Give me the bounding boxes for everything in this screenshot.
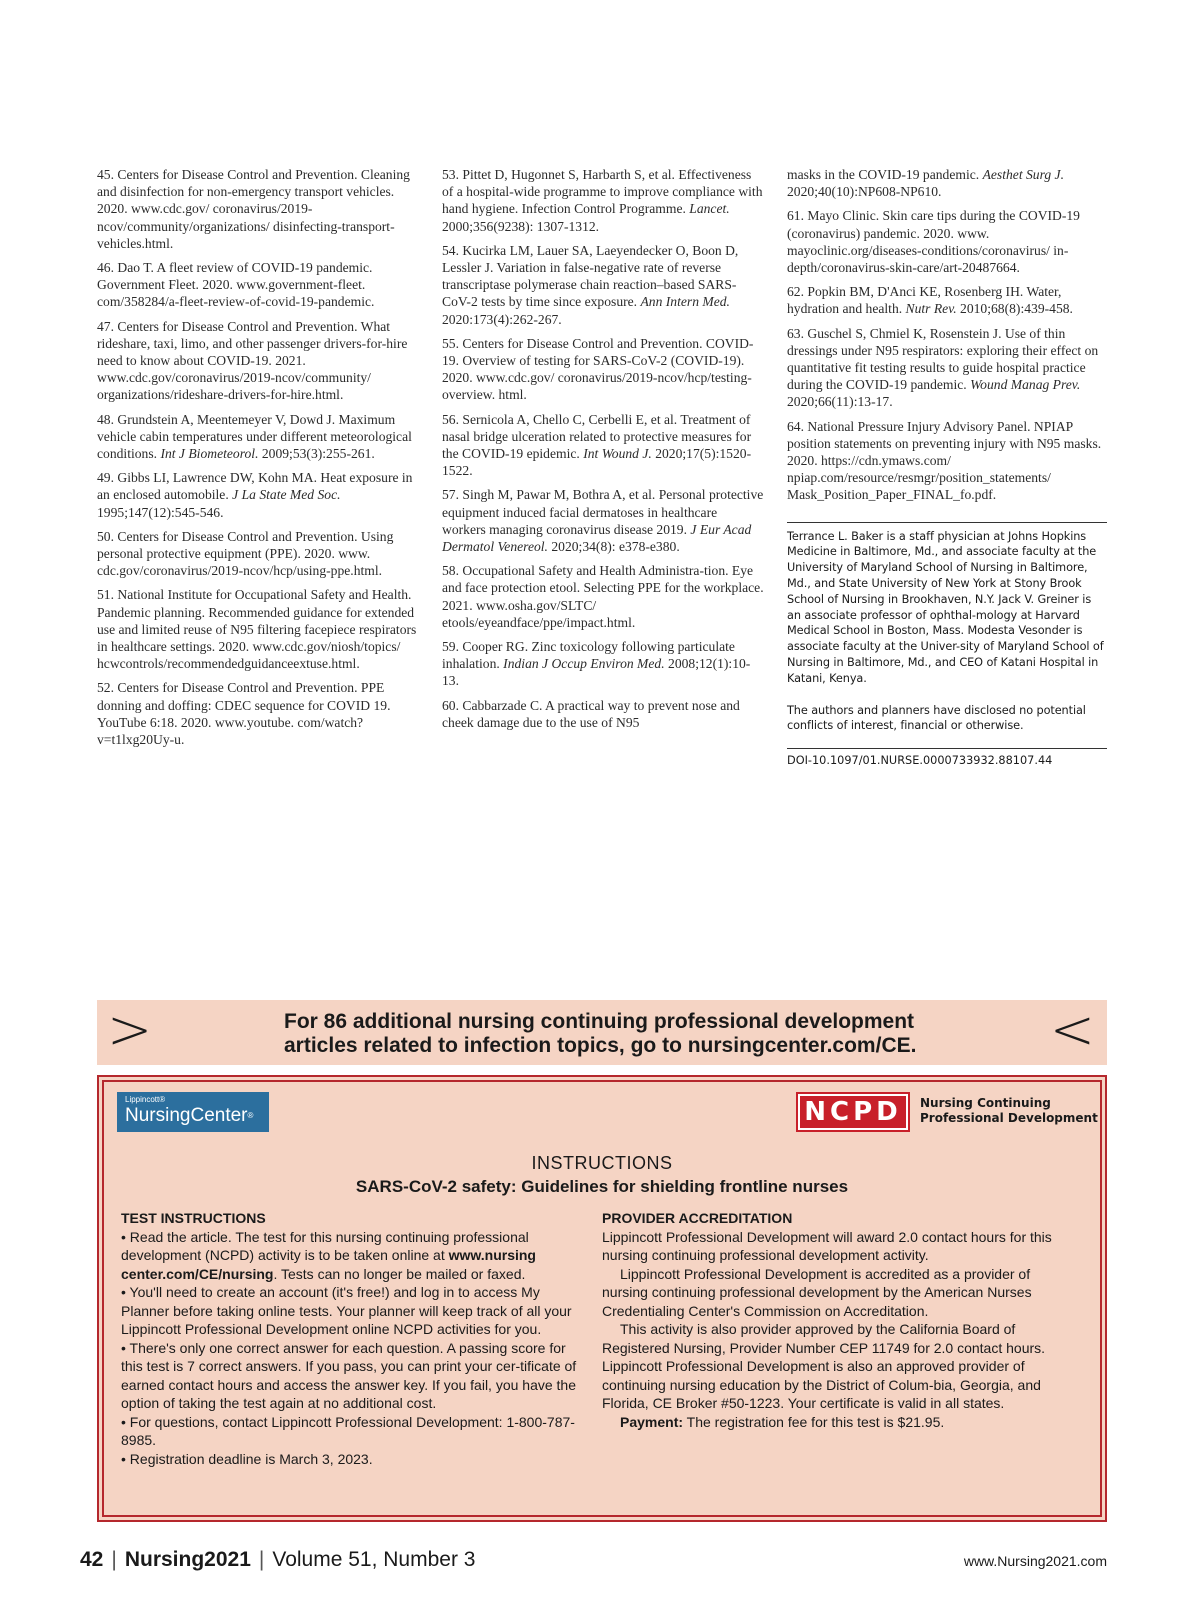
provider-accreditation-heading: PROVIDER ACCREDITATION bbox=[602, 1210, 793, 1226]
reference-journal: Int Wound J. bbox=[583, 446, 652, 462]
journal-name: Nursing2021 bbox=[124, 1548, 251, 1571]
reference-text: 47. Centers for Disease Control and Prevention. What rideshare, taxi, limo, and other passenger drivers-for-hire need to know about COVID-19. 2021. www.cdc.gov/coronavirus/2019-ncov/community/ organizations/rideshare-drivers-for-hire.html. bbox=[97, 318, 408, 403]
reference-item bbox=[787, 418, 1107, 504]
reference-item bbox=[97, 259, 419, 311]
promo-line-2: articles related to infection topics, go to nursingcenter.com/CE. bbox=[284, 1034, 917, 1057]
test-instructions-heading: TEST INSTRUCTIONS bbox=[121, 1210, 266, 1226]
promo-text bbox=[284, 1010, 916, 1058]
footer-folio bbox=[80, 1546, 475, 1574]
reference-journal: Int J Biometeorol. bbox=[160, 446, 259, 462]
payment-info bbox=[602, 1413, 1062, 1432]
instructions-heading: INSTRUCTIONS bbox=[531, 1153, 673, 1173]
reference-journal: Nutr Rev. bbox=[905, 301, 957, 317]
reference-text: 62. Popkin BM, D'Anci KE, Rosenberg IH. Water, hydration and health. bbox=[787, 284, 1062, 317]
logo-lippincott: Lippincott® bbox=[125, 1095, 166, 1104]
reference-text: 55. Centers for Disease Control and Prevention. COVID-19. Overview of testing for SARS-CoV-2 (COVID-19). 2020. www.cdc.gov/ coronavirus/2019-ncov/hcp/testing-overview. html. bbox=[442, 335, 754, 403]
reference-text: masks in the COVID-19 pandemic. bbox=[787, 167, 983, 182]
bio-divider bbox=[787, 522, 1107, 523]
test-bullet-2: • You'll need to create an account (it's free!) and log in to access My Planner before taking online tests. Your planner will keep track of all your Lippincott Professional Development online NCPD activities for you. bbox=[121, 1284, 572, 1337]
doi: DOI-10.1097/01.NURSE.0000733932.88107.44 bbox=[787, 754, 1053, 768]
chevron-right-icon: > bbox=[107, 998, 153, 1061]
reference-citation: 2008;12(1):10-13. bbox=[442, 656, 751, 689]
reference-item bbox=[442, 638, 764, 690]
ncpd-label-line-2: Professional Development bbox=[920, 1111, 1098, 1125]
reference-text: 61. Mayo Clinic. Skin care tips during the COVID-19 (coronavirus) pandemic. 2020. www. mayoclinic.org/diseases-conditions/coronavirus/ in-depth/coronavirus-skin-care/art-20487664. bbox=[787, 208, 1080, 276]
reference-text: 58. Occupational Safety and Health Administra-tion. Eye and face protection etool. Selecting PPE for the workplace. 2021. www.osha.gov/SLTC/ etools/eyeandface/ppe/impact.html. bbox=[442, 563, 764, 630]
test-bullet-5: • Registration deadline is March 3, 2023. bbox=[121, 1450, 373, 1467]
reference-item bbox=[442, 486, 764, 555]
logo-registered-mark: ® bbox=[247, 1111, 254, 1120]
reference-journal: Wound Manag Prev. bbox=[970, 377, 1081, 393]
reference-text: 52. Centers for Disease Control and Prevention. PPE donning and doffing: CDEC sequence for COVID 19. YouTube 6:18. 2020. www.youtube. com/watch?v=t1lxg20Uy-u. bbox=[97, 680, 391, 748]
logo-nursingcenter-text: NursingCenter bbox=[125, 1105, 248, 1126]
reference-text: 49. Gibbs LI, Lawrence DW, Kohn MA. Heat exposure in an enclosed automobile. bbox=[97, 470, 413, 503]
test-bullet-3: • There's only one correct answer for each question. A passing score for this test is 7 correct answers. If you pass, you can print your cer-tificate of earned contact hours and access the answer key. If you fail, you have the option of taking the test again at no additional cost. bbox=[121, 1339, 577, 1411]
references-column-1 bbox=[97, 166, 419, 755]
reference-text: 53. Pittet D, Hugonnet S, Harbarth S, et al. Effectiveness of a hospital-wide programme to improve compliance with hand hygiene. Infection Control Programme. bbox=[442, 167, 763, 217]
footer-separator: | bbox=[111, 1548, 117, 1571]
provider-paragraph-2: Lippincott Professional Development is accredited as a provider of nursing continuing professional development by the American Nurses Credentialing Center's Commission on Accreditation. bbox=[602, 1265, 1032, 1319]
payment-label: Payment: bbox=[620, 1413, 684, 1430]
provider-accreditation bbox=[602, 1209, 1062, 1431]
reference-citation: 2020;17(5):1520-1522. bbox=[442, 446, 752, 479]
payment-text: The registration fee for this test is $21.95. bbox=[683, 1413, 945, 1430]
reference-item bbox=[97, 469, 419, 521]
footer-separator: | bbox=[258, 1548, 265, 1571]
reference-item bbox=[442, 242, 764, 328]
reference-citation: 2000;356(9238): 1307-1312. bbox=[442, 218, 600, 234]
reference-citation: 2020;40(10):NP608-NP610. bbox=[787, 184, 942, 200]
reference-journal: Lancet. bbox=[689, 201, 730, 217]
reference-citation: 2020;34(8): e378-e380. bbox=[547, 539, 680, 555]
volume-number: Volume 51, Number 3 bbox=[272, 1548, 476, 1571]
test-instructions bbox=[121, 1209, 581, 1468]
doi-divider bbox=[787, 748, 1107, 749]
reference-text: 63. Guschel S, Chmiel K, Rosenstein J. Use of thin dressings under N95 respirators: exploring their effect on quantitative fit testing results to guide hospital practice during the COVID-19 pandemic. bbox=[787, 325, 1099, 393]
test-bullet-1-end: . Tests can no longer be mailed or faxed. bbox=[273, 1265, 526, 1282]
ncpd-badge: NCPD bbox=[796, 1092, 910, 1132]
footer-website[interactable]: www.Nursing2021.com bbox=[963, 1553, 1107, 1569]
test-bullet-1-text: • Read the article. The test for this nursing continuing professional development (NCPD) activity is to be taken online at bbox=[121, 1228, 529, 1263]
nursingcenter-logo bbox=[117, 1092, 269, 1132]
references-column-3 bbox=[787, 166, 1107, 768]
page-footer bbox=[80, 1546, 1107, 1576]
reference-citation: 2020;66(11):13-17. bbox=[787, 394, 893, 410]
reference-item bbox=[442, 411, 764, 480]
references-column-3-list bbox=[787, 166, 1107, 504]
reference-item bbox=[787, 283, 1107, 317]
promo-banner bbox=[97, 1000, 1107, 1065]
reference-item bbox=[442, 562, 764, 631]
reference-item bbox=[787, 166, 1107, 200]
reference-item bbox=[787, 325, 1107, 411]
ncpd-badge-label bbox=[920, 1096, 1098, 1126]
reference-item bbox=[97, 586, 419, 672]
reference-text: 57. Singh M, Pawar M, Bothra A, et al. Personal protective equipment induced facial dermatoses in healthcare workers managing coronavirus disease 2019. bbox=[442, 487, 764, 537]
article-title: SARS-CoV-2 safety: Guidelines for shielding frontline nurses bbox=[355, 1177, 849, 1196]
reference-item bbox=[442, 697, 764, 731]
provider-paragraph-1: Lippincott Professional Development will award 2.0 contact hours for this nursing continuing professional development activity. bbox=[602, 1228, 1052, 1263]
test-url[interactable]: www.nursing center.com/CE/nursing bbox=[121, 1247, 536, 1282]
logo-nursingcenter bbox=[125, 1105, 261, 1127]
reference-item bbox=[442, 166, 764, 235]
reference-text: 48. Grundstein A, Meentemeyer V, Dowd J. Maximum vehicle cabin temperatures under different meteorological conditions. bbox=[97, 411, 412, 462]
reference-text: 60. Cabbarzade C. A practical way to prevent nose and cheek damage due to the use of N95 bbox=[442, 697, 740, 730]
reference-journal: J Eur Acad Dermatol Venereol. bbox=[442, 521, 752, 555]
reference-citation: 2010;68(8):439-458. bbox=[956, 301, 1073, 317]
reference-text: 51. National Institute for Occupational Safety and Health. Pandemic planning. Recommended guidance for extended use and limited reuse of N95 filtering facepiece respirators in healthcare settings. 2020. www.cdc.gov/niosh/topics/ hcwcontrols/recommendedguidanceextuse.html. bbox=[97, 587, 417, 672]
reference-text: 45. Centers for Disease Control and Prevention. Cleaning and disinfection for non-emergency transport vehicles. 2020. www.cdc.gov/ coronavirus/2019-ncov/community/organizations/ disinfecting-transport-vehicles.html. bbox=[97, 167, 410, 251]
reference-citation: 1995;147(12):545-546. bbox=[97, 504, 224, 520]
reference-text: 46. Dao T. A fleet review of COVID-19 pandemic. Government Fleet. 2020. www.government-fleet. com/358284/a-fleet-review-of-covid-19-pandemic. bbox=[97, 260, 375, 310]
reference-text: 50. Centers for Disease Control and Prevention. Using personal protective equipment (PPE). 2020. www. cdc.gov/coronavirus/2019-ncov/hcp/using-ppe.html. bbox=[97, 528, 394, 579]
disclosure-statement: The authors and planners have disclosed no potential conflicts of interest, financial or otherwise. bbox=[787, 703, 1086, 733]
test-bullet-4: • For questions, contact Lippincott Professional Development: 1-800-787-8985. bbox=[121, 1413, 575, 1448]
reference-text: 56. Sernicola A, Chello C, Cerbelli E, et al. Treatment of nasal bridge ulceration related to protective measures for the COVID-19 epidemic. bbox=[442, 411, 752, 462]
reference-journal: Ann Intern Med. bbox=[640, 294, 730, 310]
reference-text: 64. National Pressure Injury Advisory Panel. NPIAP position statements on preventing injury with N95 masks. 2020. https://cdn.ymaws.com/ npiap.com/resource/resmgr/position_statements/ Mask_Position_Paper_FINAL_fo.pdf. bbox=[787, 418, 1102, 503]
reference-citation: 2020:173(4):262-267. bbox=[442, 311, 562, 327]
page-number: 42 bbox=[80, 1548, 104, 1571]
reference-item bbox=[97, 318, 419, 404]
reference-citation: 2009;53(3):255-261. bbox=[258, 446, 375, 462]
promo-line-1: For 86 additional nursing continuing professional development bbox=[284, 1010, 915, 1033]
reference-journal: Indian J Occup Environ Med. bbox=[503, 656, 665, 672]
ce-instructions-box bbox=[97, 1075, 1107, 1522]
reference-item bbox=[787, 207, 1107, 276]
reference-item bbox=[97, 411, 419, 463]
reference-text: 54. Kucirka LM, Lauer SA, Laeyendecker O, Boon D, Lessler J. Variation in false-negative rate of reverse transcriptase polymerase chain reaction–based SARS-CoV-2 tests by time since exposure. bbox=[442, 242, 739, 310]
test-bullet-1 bbox=[121, 1228, 581, 1284]
reference-item bbox=[97, 166, 419, 252]
reference-item bbox=[97, 528, 419, 580]
reference-list bbox=[97, 166, 1107, 791]
reference-item bbox=[442, 335, 764, 404]
author-bio: Terrance L. Baker is a staff physician at Johns Hopkins Medicine in Baltimore, Md., and associate faculty at the University of Maryland School of Nursing in Baltimore, Md., and State University of New York at Stony Brook School of Nursing in Brookhaven, N.Y. Jack V. Greiner is an associate professor of ophthal-mology at Harvard Medical School in Boston, Mass. Modesta Vesonder is associate faculty at the Univer-sity of Maryland School of Nursing in Baltimore, Md., and CEO of Katani Hospital in Katani, Kenya. bbox=[787, 529, 1104, 685]
chevron-left-icon: < bbox=[1049, 998, 1095, 1061]
reference-item bbox=[97, 679, 419, 748]
ncpd-label-line-1: Nursing Continuing bbox=[920, 1096, 1051, 1110]
provider-paragraph-3: This activity is also provider approved by the California Board of Registered Nursing, Provider Number CEP 11749 for 2.0 contact hours. Lippincott Professional Development is also an approved provider of continuing nursing education by the District of Colum-bia, Georgia, and Florida, CE Broker #50-1223. Your certificate is valid in all states. bbox=[602, 1321, 1046, 1411]
reference-text: 59. Cooper RG. Zinc toxicology following particulate inhalation. bbox=[442, 639, 735, 672]
reference-journal: J La State Med Soc. bbox=[232, 487, 341, 503]
ce-instructions-inner bbox=[102, 1080, 1102, 1517]
reference-journal: Aesthet Surg J. bbox=[982, 167, 1064, 182]
references-column-2 bbox=[442, 166, 764, 738]
